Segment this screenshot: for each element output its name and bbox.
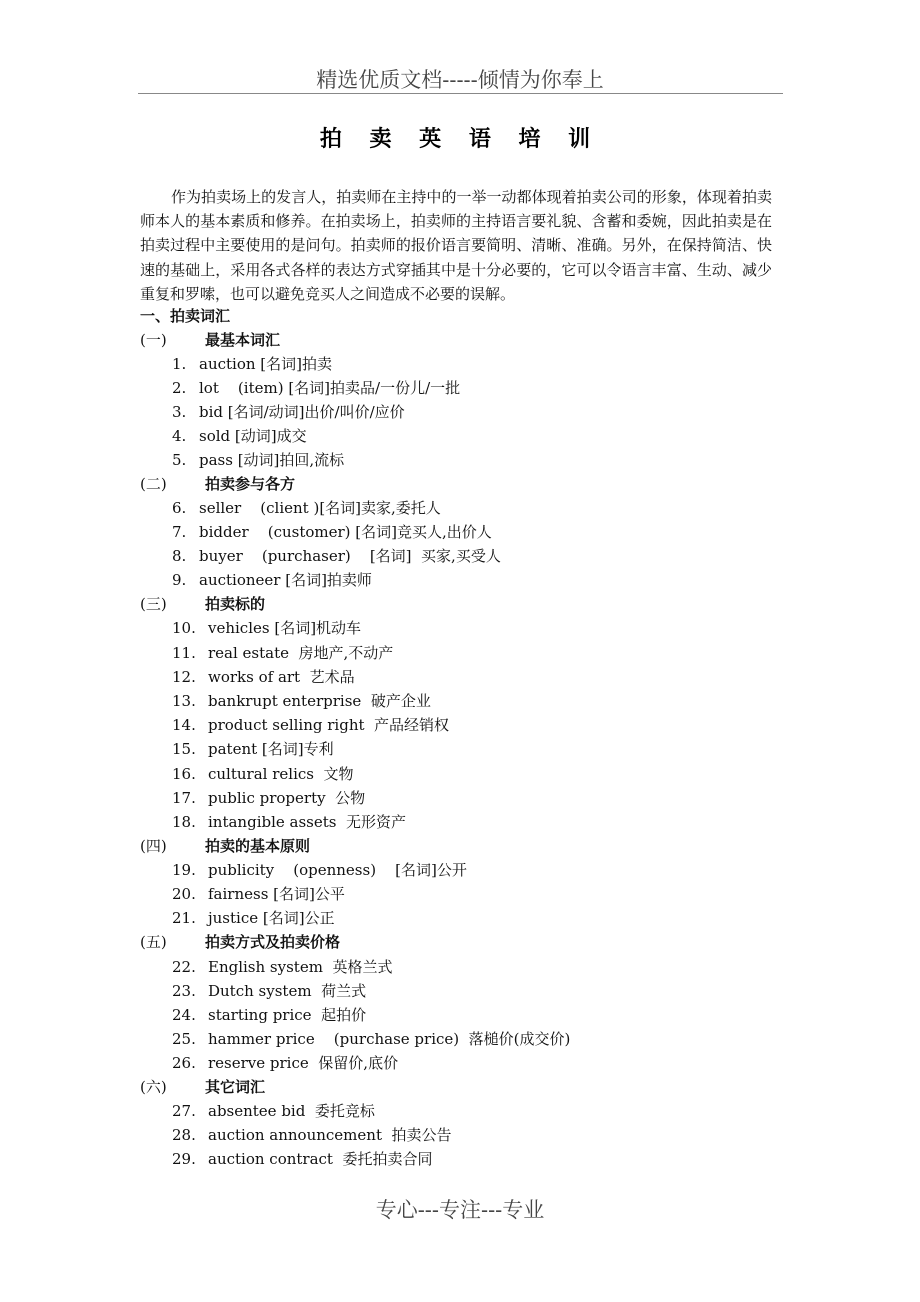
list-item: absentee bid 委托竞标 — [208, 1102, 375, 1120]
list-item-number: 7. — [172, 523, 187, 541]
subsection-label: 最基本词汇 — [205, 331, 281, 349]
list-item-number: 22. — [172, 958, 196, 976]
list-item: bid [名词/动词]出价/叫价/应价 — [199, 403, 405, 421]
page-header: 精选优质文档-----倾情为你奉上 — [316, 68, 604, 92]
list-item-number: 20. — [172, 885, 196, 903]
list-item-number: 25. — [172, 1030, 196, 1048]
list-item: auction [名词]拍卖 — [199, 355, 332, 373]
list-item: seller (client )[名词]卖家,委托人 — [199, 499, 441, 517]
subsection-label: 拍卖参与各方 — [205, 475, 296, 493]
list-item-number: 6. — [172, 499, 187, 517]
subsection-label: 拍卖方式及拍卖价格 — [205, 933, 341, 951]
list-item: patent [名词]专利 — [208, 740, 334, 758]
list-item: starting price 起拍价 — [208, 1006, 367, 1024]
list-item-number: 2. — [172, 379, 187, 397]
list-item-number: 27. — [172, 1102, 196, 1120]
list-item-number: 10. — [172, 619, 196, 637]
list-item: public property 公物 — [208, 789, 366, 807]
list-item: vehicles [名词]机动车 — [208, 619, 362, 637]
list-item-number: 8. — [172, 547, 187, 565]
list-item: justice [名词]公正 — [208, 909, 335, 927]
list-item-number: 15. — [172, 740, 196, 758]
list-item-number: 13. — [172, 692, 196, 710]
list-item: lot (item) [名词]拍卖品/一份儿/一批 — [199, 379, 461, 397]
list-item-number: 18. — [172, 813, 196, 831]
list-item-number: 26. — [172, 1054, 196, 1072]
subsection-number: (三) — [140, 595, 167, 613]
list-item-number: 3. — [172, 403, 187, 421]
subsection-number: (五) — [140, 933, 167, 951]
list-item: hammer price (purchase price) 落槌价(成交价) — [208, 1030, 571, 1048]
list-item: works of art 艺术品 — [208, 668, 355, 686]
list-item-number: 21. — [172, 909, 196, 927]
subsection-number: (四) — [140, 837, 167, 855]
list-item: reserve price 保留价,底价 — [208, 1054, 399, 1072]
list-item: real estate 房地产,不动产 — [208, 644, 394, 662]
list-item-number: 12. — [172, 668, 196, 686]
list-item: Dutch system 荷兰式 — [208, 982, 367, 1000]
list-item: cultural relics 文物 — [208, 765, 354, 783]
subsection-label: 拍卖标的 — [205, 595, 266, 613]
list-item: bidder (customer) [名词]竞买人,出价人 — [199, 523, 492, 541]
list-item: pass [动词]拍回,流标 — [199, 451, 345, 469]
list-item-number: 5. — [172, 451, 187, 469]
section-heading: 一、拍卖词汇 — [140, 307, 231, 325]
list-item: auctioneer [名词]拍卖师 — [199, 571, 372, 589]
list-item-number: 23. — [172, 982, 196, 1000]
subsection-label: 拍卖的基本原则 — [205, 837, 311, 855]
list-item-number: 24. — [172, 1006, 196, 1024]
list-item-number: 1. — [172, 355, 187, 373]
list-item-number: 19. — [172, 861, 196, 879]
list-item: publicity (openness) [名词]公开 — [208, 861, 467, 879]
subsection-number: (一) — [140, 331, 167, 349]
list-item: intangible assets 无形资产 — [208, 813, 407, 831]
intro-paragraph: 作为拍卖场上的发言人，拍卖师在主持中的一举一动都体现着拍卖公司的形象，体现着拍卖师本人的基本素质和修养。在拍卖场上，拍卖师的主持语言要礼貌、含蓄和委婉，因此拍卖是在拍卖过程中主要使用的是问句。拍卖师的报价语言要简明、清晰、准确。另外，在保持简洁、快速的基础上，采用各式各样的表达方式穿插其中是十分必要的，它可以令语言丰富、生动、减少重复和罗嗦，也可以避免竞买人之间造成不必要的误解。 — [140, 188, 772, 303]
list-item: buyer (purchaser) [名词] 买家,买受人 — [199, 547, 501, 565]
list-item-number: 9. — [172, 571, 187, 589]
list-item-number: 28. — [172, 1126, 196, 1144]
page-footer: 专心---专注---专业 — [375, 1198, 545, 1222]
list-item-number: 29. — [172, 1150, 196, 1168]
list-item: bankrupt enterprise 破产企业 — [208, 692, 431, 710]
list-item: fairness [名词]公平 — [208, 885, 345, 903]
subsection-label: 其它词汇 — [205, 1078, 266, 1096]
list-item: English system 英格兰式 — [208, 958, 393, 976]
list-item: auction announcement 拍卖公告 — [208, 1126, 452, 1144]
list-item-number: 14. — [172, 716, 196, 734]
list-item: sold [动词]成交 — [199, 427, 307, 445]
list-item-number: 4. — [172, 427, 187, 445]
list-item-number: 11. — [172, 644, 196, 662]
subsection-number: (二) — [140, 475, 167, 493]
list-item-number: 17. — [172, 789, 196, 807]
list-item: product selling right 产品经销权 — [208, 716, 450, 734]
list-item: auction contract 委托拍卖合同 — [208, 1150, 433, 1168]
header-divider — [138, 93, 783, 94]
list-item-number: 16. — [172, 765, 196, 783]
subsection-number: (六) — [140, 1078, 167, 1096]
document-title: 拍 卖 英 语 培 训 — [319, 126, 601, 152]
